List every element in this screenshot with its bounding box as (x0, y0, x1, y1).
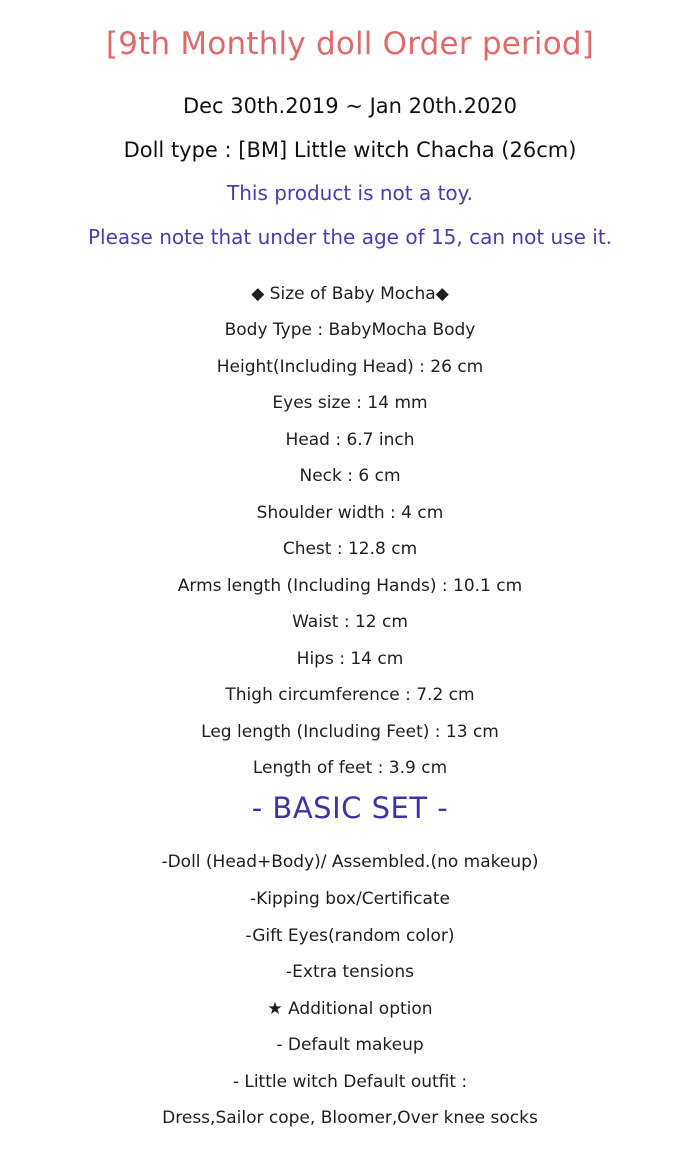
basic-set-heading: - BASIC SET - (251, 791, 449, 825)
order-date-range: Dec 30th.2019 ~ Jan 20th.2020 (182, 94, 518, 118)
spec-arms-length: Arms length (Including Hands) : 10.1 cm (177, 576, 523, 596)
order-period-title: [9th Monthly doll Order period] (105, 26, 595, 62)
spec-eyes-size: Eyes size : 14 mm (272, 393, 428, 413)
set-item-gift-eyes: -Gift Eyes(random color) (245, 926, 455, 946)
set-item-box-certificate: -Kipping box/Certificate (249, 889, 451, 909)
additional-option-heading: ★ Additional option (267, 999, 433, 1019)
spec-chest: Chest : 12.8 cm (282, 539, 418, 559)
age-restriction-notice: Please note that under the age of 15, can not use it. (87, 225, 613, 249)
spec-hips: Hips : 14 cm (296, 649, 404, 669)
spec-height: Height(Including Head) : 26 cm (216, 357, 484, 377)
outfit-contents: Dress,Sailor cope, Bloomer,Over knee socks (162, 1108, 538, 1128)
spec-feet-length: Length of feet : 3.9 cm (252, 758, 448, 778)
set-item-doll: -Doll (Head+Body)/ Assembled.(no makeup) (161, 852, 539, 872)
option-default-outfit: - Little witch Default outfit : (232, 1072, 468, 1092)
spec-waist: Waist : 12 cm (292, 612, 408, 632)
spec-shoulder-width: Shoulder width : 4 cm (256, 503, 444, 523)
doll-type-line: Doll type : [BM] Little witch Chacha (26cm) (123, 138, 577, 162)
spec-leg-length: Leg length (Including Feet) : 13 cm (201, 722, 499, 742)
spec-neck: Neck : 6 cm (299, 466, 401, 486)
size-section-heading: ◆ Size of Baby Mocha◆ (251, 284, 449, 304)
option-default-makeup: - Default makeup (276, 1035, 424, 1055)
spec-body-type: Body Type : BabyMocha Body (224, 320, 476, 340)
spec-thigh-circumference: Thigh circumference : 7.2 cm (225, 685, 475, 705)
set-item-extra-tensions: -Extra tensions (286, 962, 414, 982)
spec-head: Head : 6.7 inch (285, 430, 415, 450)
not-a-toy-notice: This product is not a toy. (227, 181, 473, 205)
